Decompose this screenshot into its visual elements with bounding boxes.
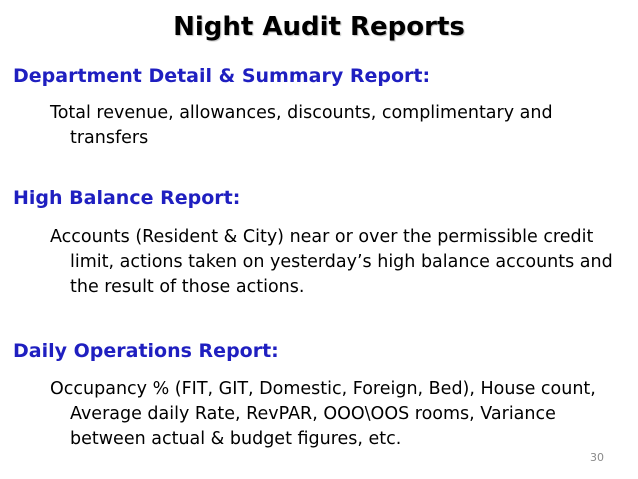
section-heading-daily-operations: Daily Operations Report: xyxy=(13,340,279,362)
slide-number: 30 xyxy=(590,451,604,464)
slide-title: Night Audit Reports xyxy=(173,12,465,42)
section-body-daily-operations: Occupancy % (FIT, GIT, Domestic, Foreign, Bed), House count, Average daily Rate, RevPAR, OOO\OOS rooms, Variance between actual & budget figures, etc. xyxy=(50,379,596,449)
section-body-department-detail: Total revenue, allowances, discounts, complimentary and transfers xyxy=(50,103,553,148)
section-body-high-balance: Accounts (Resident & City) near or over the permissible credit limit, actions taken on yesterday’s high balance accounts and the result of those actions. xyxy=(50,227,613,297)
section-heading-department-detail: Department Detail & Summary Report: xyxy=(13,65,431,87)
section-heading-high-balance: High Balance Report: xyxy=(13,187,241,209)
